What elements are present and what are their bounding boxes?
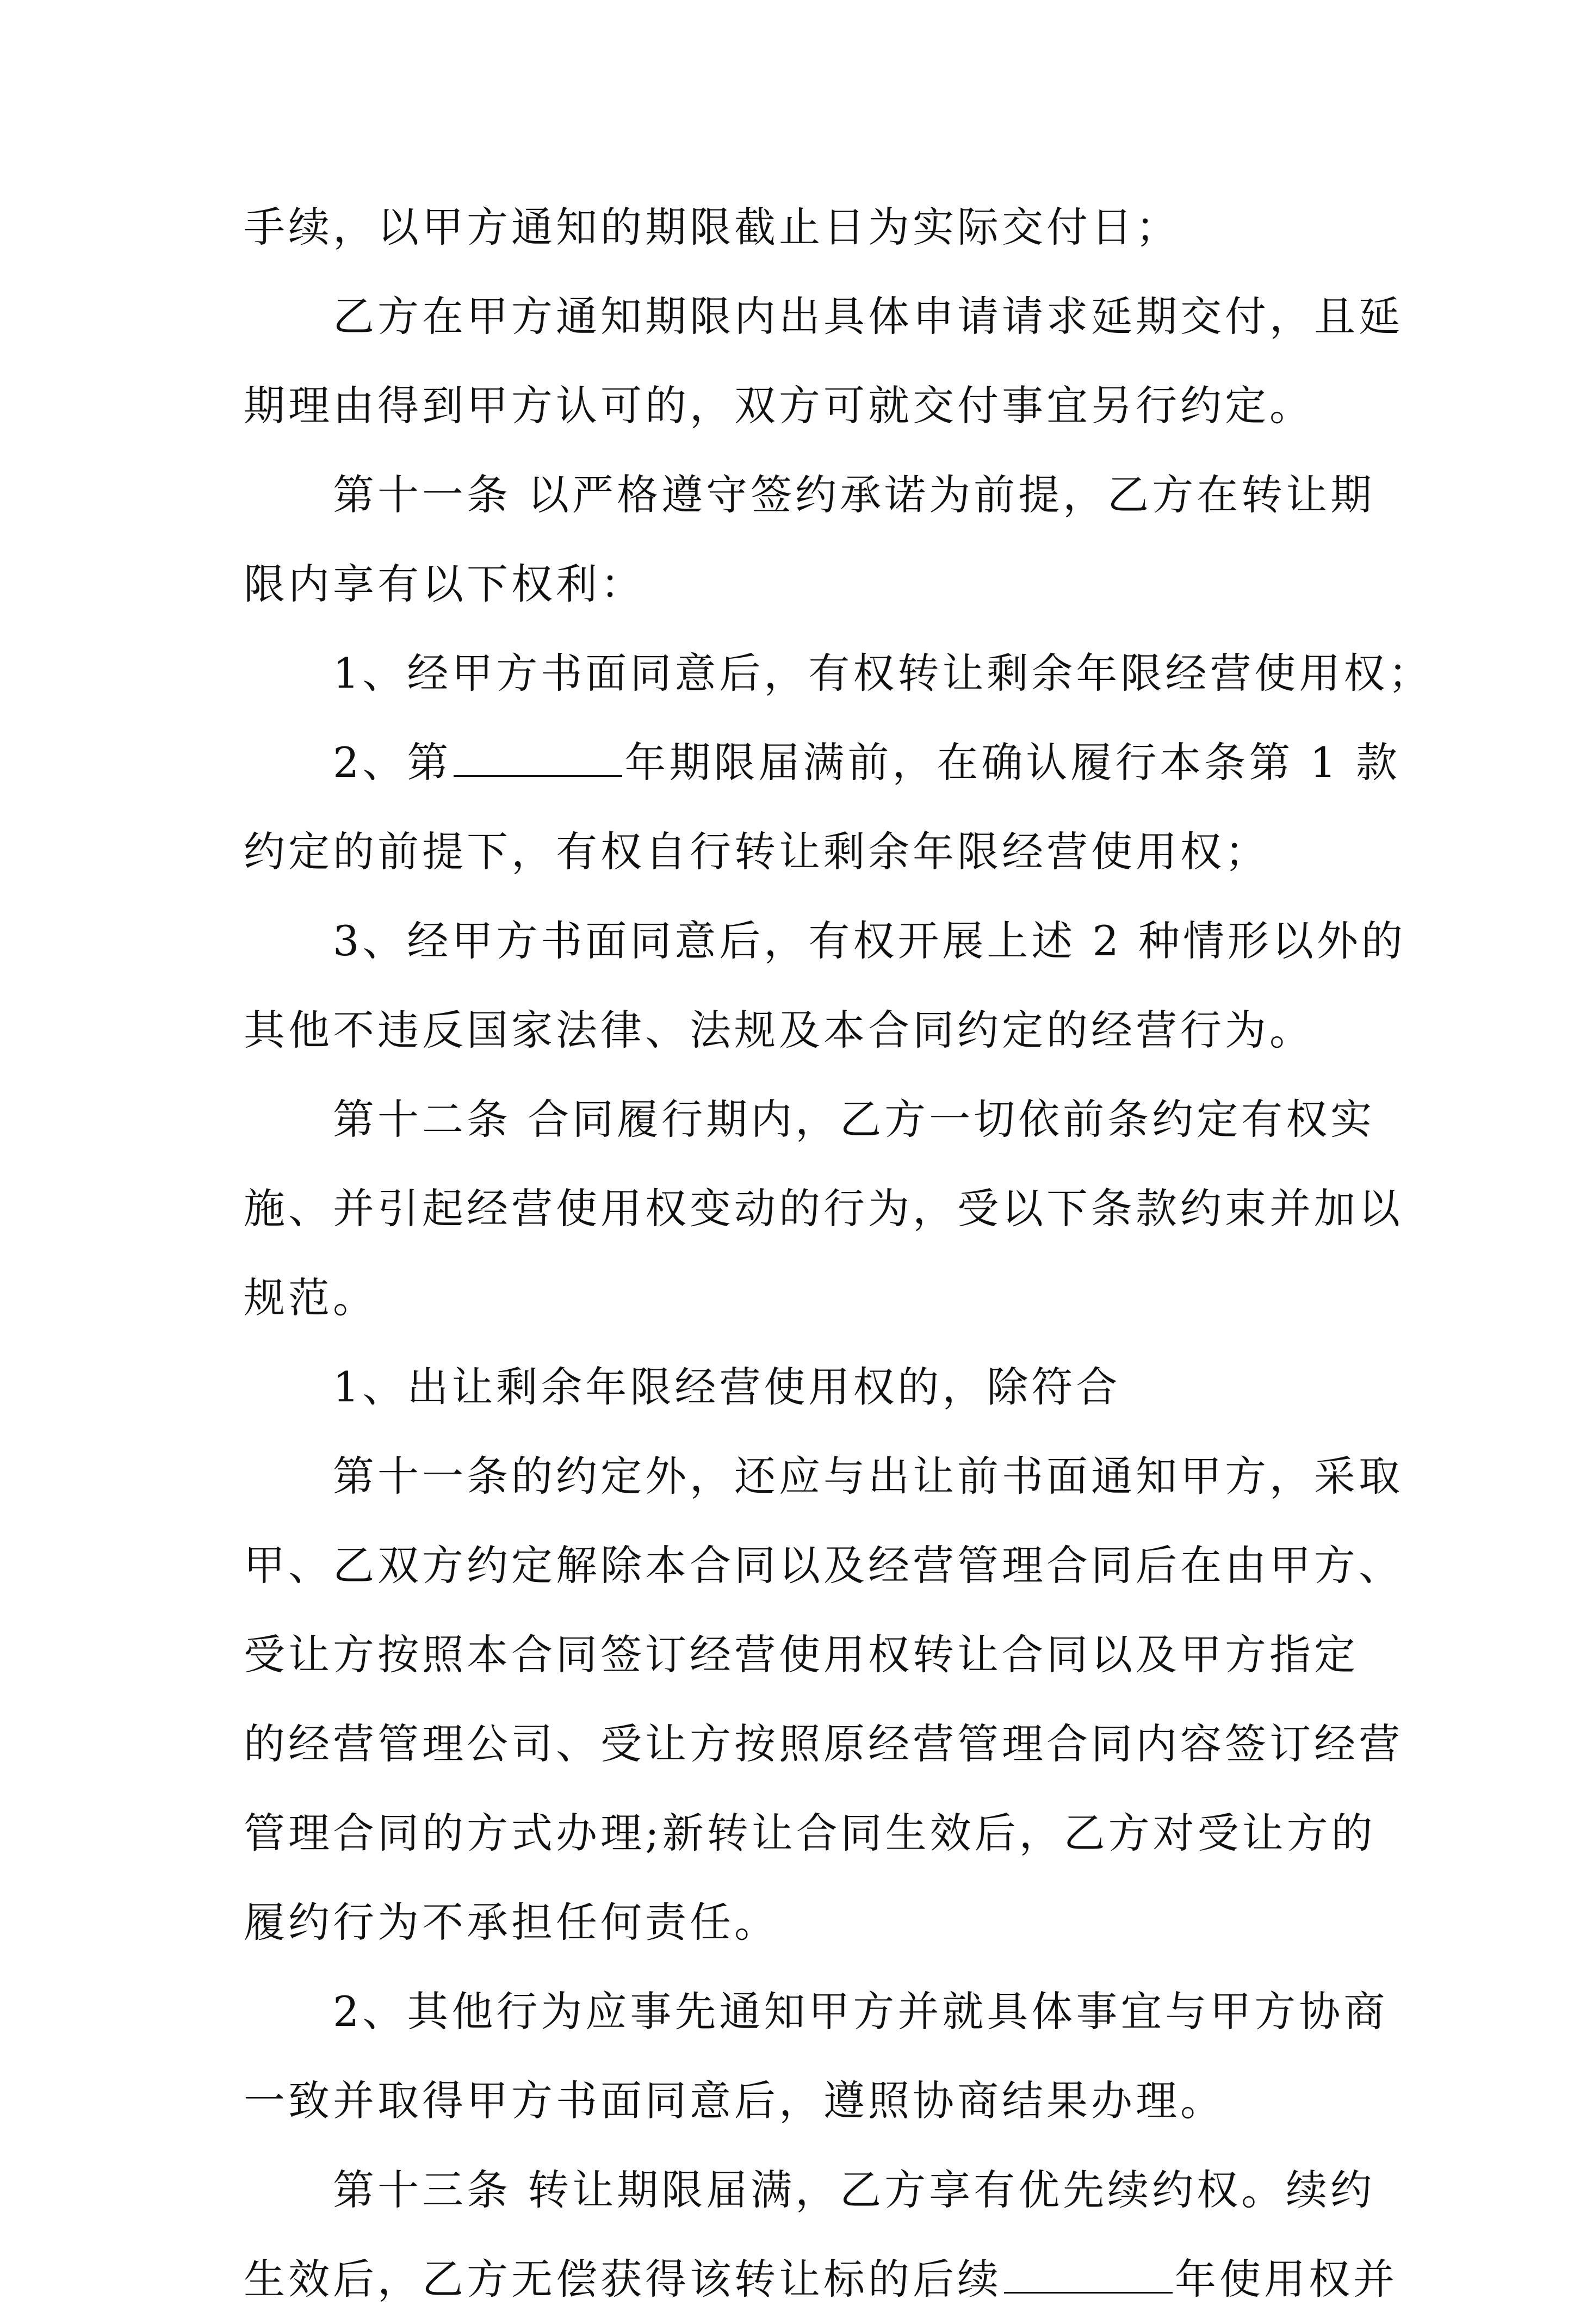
- text-line: 受让方按照本合同签订经营使用权转让合同以及甲方指定: [244, 1630, 1359, 1679]
- text-line: 1、经甲方书面同意后，有权转让剩余年限经营使用权；: [333, 649, 1433, 697]
- text-line: 3、经甲方书面同意后，有权开展上述 2 种情形以外的: [333, 917, 1406, 965]
- text-line: 2、其他行为应事先通知甲方并就具体事宜与甲方协商: [333, 1987, 1389, 2036]
- text-segment: 2、第: [333, 738, 452, 787]
- text-line: 管理合同的方式办理;新转让合同生效后，乙方对受让方的: [244, 1809, 1376, 1857]
- text-line: 乙方在甲方通知期限内出具体申请请求延期交付，且延: [333, 292, 1403, 341]
- text-segment: 生效后，乙方无偿获得该转让标的后续: [244, 2255, 1002, 2303]
- text-segment: 年使用权并: [1175, 2255, 1398, 2303]
- text-line: 规范。: [244, 1274, 377, 1322]
- text-line: 约定的前提下，有权自行转让剩余年限经营使用权；: [244, 827, 1269, 876]
- text-segment: 年期限届满前，在确认履行本条第 1 款: [624, 738, 1401, 787]
- document-body: [244, 183, 1433, 2324]
- fill-in-blank: [454, 741, 622, 777]
- text-line: [244, 2235, 1398, 2324]
- text-line: 施、并引起经营使用权变动的行为，受以下条款约束并加以: [244, 1184, 1403, 1233]
- text-line: [244, 718, 1401, 807]
- text-line: 1、出让剩余年限经营使用权的，除符合: [333, 1363, 1121, 1411]
- text-line: 履约行为不承担任何责任。: [244, 1898, 779, 1946]
- text-line: 第十二条 合同履行期内，乙方一切依前条约定有权实: [333, 1095, 1375, 1144]
- fill-in-blank: [1004, 2258, 1173, 2294]
- text-line: 手续，以甲方通知的期限截止日为实际交付日；: [244, 203, 1180, 251]
- text-line: 第十一条的约定外，还应与出让前书面通知甲方，采取: [333, 1452, 1403, 1500]
- text-line: 甲、乙双方约定解除本合同以及经营管理合同后在由甲方、: [244, 1541, 1403, 1590]
- text-line: 其他不违反国家法律、法规及本合同约定的经营行为。: [244, 1006, 1314, 1054]
- text-line: 第十一条 以严格遵守签约承诺为前提，乙方在转让期: [333, 471, 1375, 519]
- text-line: 的经营管理公司、受让方按照原经营管理合同内容签订经营: [244, 1720, 1403, 1768]
- text-line: 一致并取得甲方书面同意后，遵照协商结果办理。: [244, 2076, 1225, 2125]
- text-line: 第十三条 转让期限届满，乙方享有优先续约权。续约: [333, 2166, 1375, 2214]
- text-line: 期理由得到甲方认可的，双方可就交付事宜另行约定。: [244, 381, 1314, 430]
- text-line: 限内享有以下权利：: [244, 560, 645, 608]
